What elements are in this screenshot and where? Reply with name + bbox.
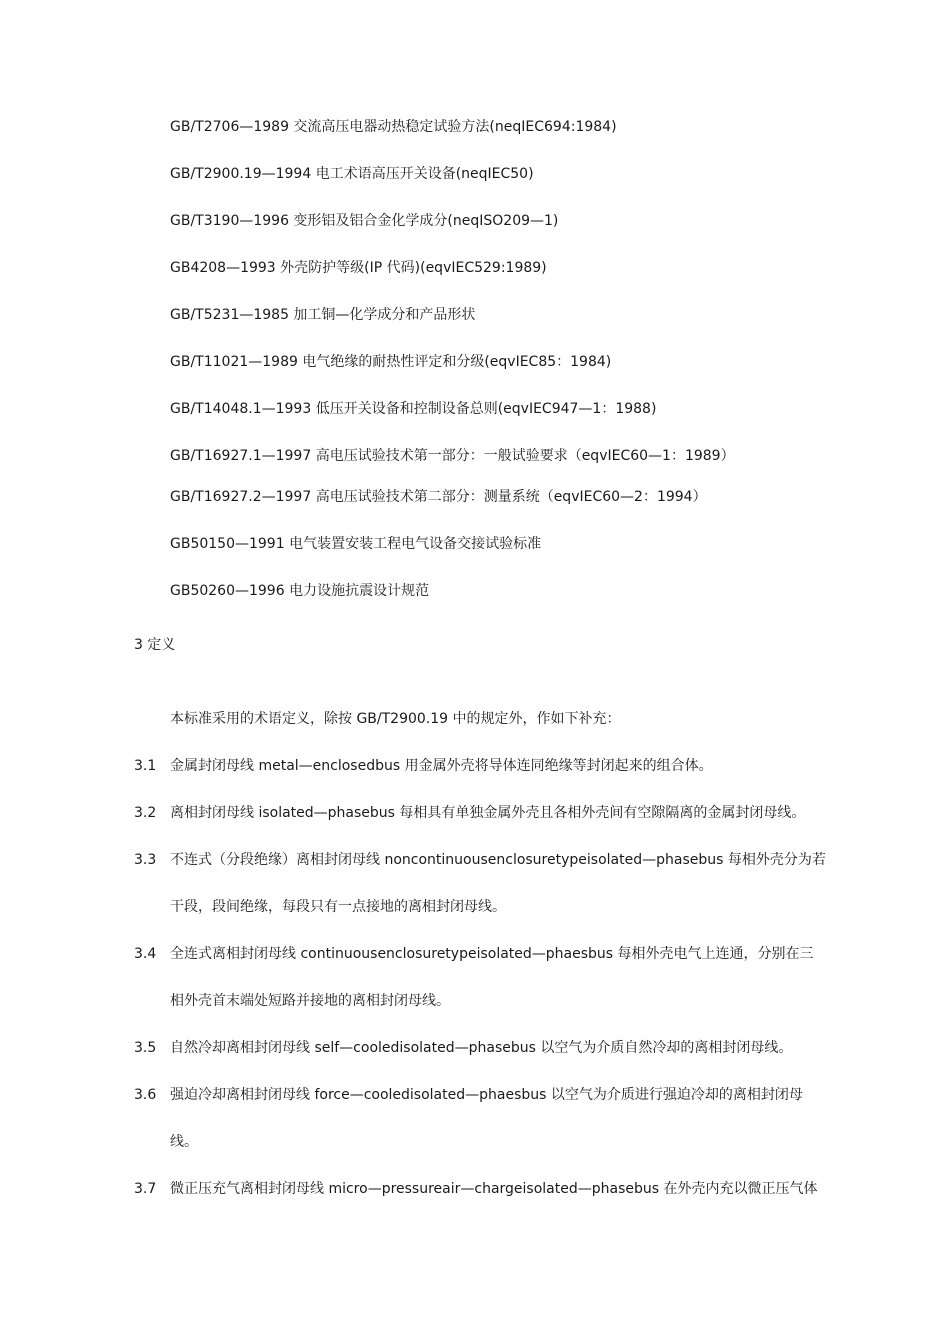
reference-item: GB/T16927.2—1997 高电压试验技术第二部分：测量系统（eqvIEC60—2：1994） xyxy=(170,489,707,505)
reference-item: GB/T11021—1989 电气绝缘的耐热性评定和分级(eqvIEC85：1984) xyxy=(170,354,612,370)
reference-item: GB/T3190—1996 变形铝及铝合金化学成分(neqISO209—1) xyxy=(170,213,559,229)
definition-text: 全连式离相封闭母线 continuousenclosuretypeisolated—phaesbus 每相外壳电气上连通，分别在三 xyxy=(170,946,814,962)
definition-text-continued: 干段，段间绝缘，每段只有一点接地的离相封闭母线。 xyxy=(170,899,506,915)
section-intro: 本标准采用的术语定义，除按 GB/T2900.19 中的规定外，作如下补充： xyxy=(170,711,621,727)
reference-item: GB50150—1991 电气装置安装工程电气设备交接试验标准 xyxy=(170,536,542,552)
definition-text: 金属封闭母线 metal—enclosedbus 用金属外壳将导体连同绝缘等封闭起来的组合体。 xyxy=(170,758,713,774)
definition-text: 微正压充气离相封闭母线 micro—pressureair—chargeisolated—phasebus 在外壳内充以微正压气体 xyxy=(170,1181,818,1197)
definition-number: 3.5 xyxy=(134,1040,157,1056)
definition-text-continued: 线。 xyxy=(170,1134,198,1150)
definition-text: 自然冷却离相封闭母线 self—cooledisolated—phasebus 以空气为介质自然冷却的离相封闭母线。 xyxy=(170,1040,793,1056)
definition-number: 3.3 xyxy=(134,852,157,868)
reference-item: GB/T2706—1989 交流高压电器动热稳定试验方法(neqIEC694:1984) xyxy=(170,119,617,135)
reference-item: GB4208—1993 外壳防护等级(IP 代码)(eqvIEC529:1989) xyxy=(170,260,547,276)
reference-item: GB/T5231—1985 加工铜—化学成分和产品形状 xyxy=(170,307,476,323)
definition-number: 3.4 xyxy=(134,946,157,962)
definition-text-continued: 相外壳首末端处短路并接地的离相封闭母线。 xyxy=(170,993,450,1009)
reference-item: GB/T14048.1—1993 低压开关设备和控制设备总则(eqvIEC947—1：1988) xyxy=(170,401,657,417)
definition-text: 强迫冷却离相封闭母线 force—cooledisolated—phaesbus 以空气为介质进行强迫冷却的离相封闭母 xyxy=(170,1087,803,1103)
definition-number: 3.6 xyxy=(134,1087,157,1103)
definition-number: 3.1 xyxy=(134,758,157,774)
definition-text: 不连式（分段绝缘）离相封闭母线 noncontinuousenclosuretypeisolated—phasebus 每相外壳分为若 xyxy=(170,852,826,868)
definition-number: 3.7 xyxy=(134,1181,157,1197)
reference-item: GB/T16927.1—1997 高电压试验技术第一部分：一般试验要求（eqvIEC60—1：1989） xyxy=(170,448,735,464)
section-heading: 3 定义 xyxy=(134,637,176,653)
reference-item: GB50260—1996 电力设施抗震设计规范 xyxy=(170,583,430,599)
reference-item: GB/T2900.19—1994 电工术语高压开关设备(neqIEC50) xyxy=(170,166,534,182)
definition-number: 3.2 xyxy=(134,805,157,821)
definition-text: 离相封闭母线 isolated—phasebus 每相具有单独金属外壳且各相外壳间有空隙隔离的金属封闭母线。 xyxy=(170,805,806,821)
